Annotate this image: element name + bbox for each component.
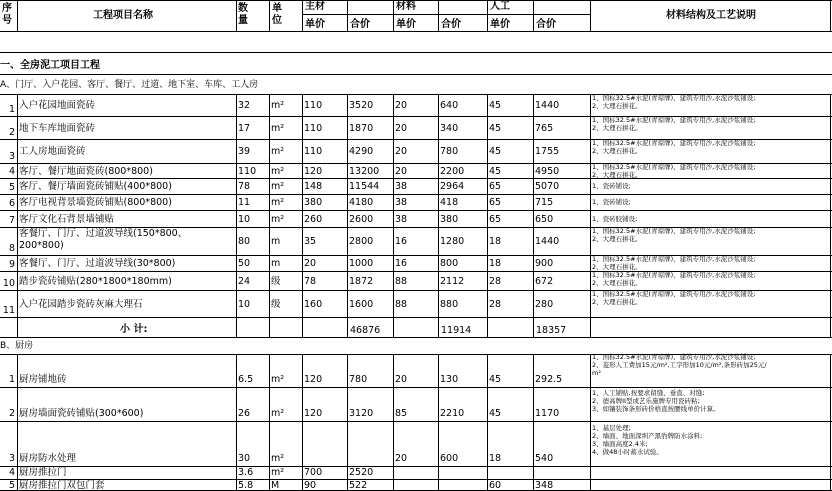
header-mat-unit-price: 单价	[396, 19, 416, 30]
grid-hline	[0, 210, 832, 211]
unit: m²	[271, 408, 285, 419]
unit: 级	[271, 276, 281, 287]
main-total: 1870	[349, 123, 374, 134]
labor-total: 650	[535, 214, 554, 225]
subtotal-labor-total: 18357	[536, 325, 567, 336]
main-unit-price: 90	[304, 480, 317, 491]
grid-hline	[0, 178, 832, 179]
grid-hline	[0, 387, 832, 388]
main-total: 522	[349, 480, 368, 491]
item-name: 工人房地面瓷砖	[19, 146, 86, 157]
grid-vline	[487, 0, 488, 31]
material-total: 2112	[440, 276, 465, 287]
labor-total: 540	[535, 453, 554, 464]
unit: m²	[271, 100, 285, 111]
header-name: 工程项目名称	[93, 10, 153, 21]
header-seq	[2, 3, 13, 27]
material-unit-price: 20	[395, 100, 408, 111]
item-name: 厨房防水处理	[19, 453, 77, 464]
labor-total: 765	[535, 123, 554, 134]
material-unit-price: 20	[395, 123, 408, 134]
grid-vline	[17, 354, 18, 490]
section-title: 一、全房泥工项目工程	[0, 60, 100, 71]
row-number: 6	[8, 198, 15, 209]
grid-hline	[0, 0, 832, 1]
quantity: 50	[238, 258, 251, 269]
main-unit-price: 160	[304, 299, 323, 310]
grid-hline	[0, 52, 832, 53]
quantity: 10	[238, 299, 251, 310]
note-line: 1、国标32.5#水泥(青琼牌)、建筑专用沙,水泥沙浆铺设;	[592, 255, 756, 263]
main-total: 3120	[349, 408, 374, 419]
note-kitchen-floor-1: 1、国标32.5#水泥(青琼牌)、建筑专用沙,水泥沙浆铺设;	[592, 353, 756, 361]
quantity: 39	[238, 146, 251, 157]
unit: 级	[271, 299, 281, 310]
grid-vline	[830, 354, 831, 490]
row-number: 10	[2, 278, 15, 289]
unit: m²	[271, 166, 285, 177]
subtotal-main-total: 46876	[350, 325, 381, 336]
grid-vline	[236, 0, 237, 31]
unit: m²	[271, 123, 285, 134]
labor-total: 5070	[535, 181, 560, 192]
main-total: 3520	[349, 100, 374, 111]
material-total: 780	[440, 146, 459, 157]
labor-unit-price: 45	[489, 100, 502, 111]
item-name: 厨房墙面瓷砖铺贴(300*600)	[19, 408, 144, 419]
note-line: 1、国标32.5#水泥(青琼牌)、建筑专用沙,水泥沙浆铺设;	[592, 94, 756, 102]
grid-vline	[830, 94, 831, 337]
main-total: 4290	[349, 146, 374, 157]
item-name: 厨房铺地砖	[19, 374, 67, 385]
quantity: 24	[238, 276, 251, 287]
labor-total: 715	[535, 197, 554, 208]
grid-vline	[393, 94, 394, 337]
note-line: 2、大理石拼花。	[592, 279, 642, 287]
labor-unit-price: 28	[489, 276, 502, 287]
grid-vline	[302, 94, 303, 337]
quantity: 78	[238, 181, 251, 192]
material-total: 130	[440, 374, 459, 385]
labor-unit-price: 65	[489, 197, 502, 208]
grid-vline	[533, 354, 534, 490]
labor-unit-price: 18	[489, 453, 502, 464]
grid-vline	[830, 0, 831, 31]
row-number: 1	[8, 104, 15, 115]
unit: M	[271, 480, 280, 491]
grid-vline	[17, 0, 18, 31]
header-labor: 人工	[490, 1, 510, 12]
main-total: 1872	[349, 276, 374, 287]
unit: m²	[271, 146, 285, 157]
unit: m²	[271, 214, 285, 225]
grid-vline	[533, 94, 534, 337]
main-total: 1600	[349, 299, 374, 310]
unit: m²	[271, 374, 285, 385]
labor-total: 1170	[535, 408, 560, 419]
labor-unit-price: 18	[489, 258, 502, 269]
group-b-title: B、厨房	[0, 341, 34, 351]
labor-unit-price: 28	[489, 299, 502, 310]
item-name: 入户花园踏步瓷砖灰麻大理石	[19, 299, 143, 310]
labor-unit-price: 45	[489, 123, 502, 134]
material-total: 640	[440, 100, 459, 111]
material-total: 418	[440, 197, 459, 208]
note-kitchen-wall-3: 3、如镶装饰条形砖价格直按腰线单价计算。	[592, 405, 720, 413]
quantity: 32	[238, 100, 251, 111]
header-material: 材料	[396, 1, 416, 12]
main-unit-price: 120	[304, 374, 323, 385]
row-number: 2	[8, 408, 15, 419]
material-unit-price: 20	[395, 374, 408, 385]
main-unit-price: 110	[304, 146, 323, 157]
row-number: 7	[8, 215, 15, 226]
note-line: 2、大理石拼花。	[592, 235, 642, 243]
labor-total: 292.5	[535, 374, 563, 385]
quantity: 6.5	[238, 374, 254, 385]
note-line: 1、国标32.5#水泥(青琼牌)、建筑专用沙,水泥沙浆铺设;	[592, 139, 756, 147]
item-name: 客厅文化石背景墙铺贴	[19, 214, 115, 225]
material-total: 340	[440, 123, 459, 134]
item-name: 厨房推拉门双包门套	[19, 480, 105, 491]
note-line: 2、大理石拼花。	[592, 263, 642, 271]
row-number: 1	[8, 374, 15, 385]
quantity: 26	[238, 408, 251, 419]
main-total: 1000	[349, 258, 374, 269]
row-number: 8	[8, 243, 15, 254]
grid-vline	[438, 94, 439, 337]
item-name: 客厅电视背景墙瓷砖铺贴(800*800)	[19, 197, 172, 208]
labor-unit-price: 65	[489, 214, 502, 225]
note-waterproof-1: 1、基层处理;	[592, 424, 631, 432]
grid-vline	[347, 0, 348, 31]
note-line: 1、国标32.5#水泥(青琼牌)、建筑专用沙,水泥沙浆铺设;	[592, 271, 756, 279]
grid-vline	[438, 354, 439, 490]
item-name: 客餐厅、门厅、过道波导线(150*800、	[19, 228, 188, 239]
grid-vline	[236, 94, 237, 337]
material-unit-price: 16	[395, 258, 408, 269]
material-unit-price: 38	[395, 214, 408, 225]
note-line: 2、大理石拼花。	[592, 298, 642, 306]
quantity: 11	[238, 197, 251, 208]
unit: m²	[271, 197, 285, 208]
material-unit-price: 38	[395, 197, 408, 208]
note-waterproof-4: 4、做48小时蓄水试验。	[592, 448, 663, 456]
quantity: 10	[238, 214, 251, 225]
quantity: 5.8	[238, 480, 254, 491]
material-total: 2964	[440, 181, 465, 192]
item-name: 入户花园地面瓷砖	[19, 100, 96, 111]
row-number: 4	[8, 166, 15, 177]
material-unit-price: 20	[395, 166, 408, 177]
grid-vline	[347, 354, 348, 490]
material-total: 1280	[440, 236, 465, 247]
header-mat-total: 合价	[441, 19, 461, 30]
material-total: 600	[440, 453, 459, 464]
main-total: 11544	[349, 181, 380, 192]
subtotal-mat-total: 11914	[441, 325, 472, 336]
header-labor-total: 合价	[536, 19, 556, 30]
grid-vline	[269, 0, 270, 31]
grid-vline	[533, 0, 534, 31]
note-line: 1、瓷砖胶铺设;	[592, 215, 638, 223]
labor-unit-price: 18	[489, 236, 502, 247]
material-total: 380	[440, 214, 459, 225]
note-waterproof-3: 3、墙面高度2.4米;	[592, 440, 648, 448]
note-line: 1、国标32.5#水泥(青琼牌)、建筑专用沙,水泥沙浆铺设;	[592, 163, 756, 171]
item-name: 地下车库地面瓷砖	[19, 123, 96, 134]
unit: m²	[271, 181, 285, 192]
grid-vline	[302, 0, 303, 31]
main-unit-price: 380	[304, 197, 323, 208]
grid-hline	[0, 337, 832, 338]
note-line: 2、大理石拼花。	[592, 147, 642, 155]
material-unit-price: 85	[395, 408, 408, 419]
note-line: 1、国标32.5#水泥(青琼牌)、建筑专用沙,水泥沙浆铺设;	[592, 116, 756, 124]
material-unit-price: 20	[395, 453, 408, 464]
grid-vline	[17, 94, 18, 337]
grid-hline	[0, 421, 832, 422]
quantity: 17	[238, 123, 251, 134]
note-kitchen-floor-3: m²	[592, 369, 601, 377]
main-unit-price: 260	[304, 214, 323, 225]
header-labor-unit-price: 单价	[490, 19, 510, 30]
labor-total: 672	[535, 276, 554, 287]
row-number: 2	[8, 127, 15, 138]
main-unit-price: 120	[304, 166, 323, 177]
main-total: 4180	[349, 197, 374, 208]
item-name-cont: 200*800)	[19, 240, 64, 251]
material-unit-price: 20	[395, 146, 408, 157]
header-main-unit-price: 单价	[305, 19, 325, 30]
material-unit-price: 38	[395, 181, 408, 192]
main-unit-price: 20	[304, 258, 317, 269]
header-main-total: 合价	[350, 19, 370, 30]
main-total: 780	[349, 374, 368, 385]
item-name: 客厅、餐厅墙面瓷砖铺贴(400*800)	[19, 181, 172, 192]
note-line: 2、大理石拼花。	[592, 124, 642, 132]
grid-vline	[269, 94, 270, 337]
quantity: 3.6	[238, 467, 254, 478]
grid-hline	[0, 74, 832, 75]
subtotal-label: 小 计:	[120, 324, 148, 335]
note-waterproof-2: 2、墙面、地面深圳产黑豹牌防水涂料;	[592, 432, 703, 440]
grid-vline	[487, 94, 488, 337]
labor-unit-price: 60	[489, 480, 502, 491]
header-seq-text: 序号	[2, 3, 12, 26]
row-number: 4	[8, 467, 15, 478]
grid-vline	[590, 354, 591, 490]
grid-vline	[393, 0, 394, 31]
main-unit-price: 110	[304, 123, 323, 134]
labor-total: 280	[535, 299, 554, 310]
row-number: 3	[8, 151, 15, 162]
grid-vline	[347, 94, 348, 337]
grid-vline	[590, 94, 591, 337]
grid-hline	[302, 14, 590, 15]
main-total: 2520	[349, 467, 374, 478]
item-name: 厨房推拉门	[19, 467, 67, 478]
labor-unit-price: 65	[489, 181, 502, 192]
labor-unit-price: 45	[489, 374, 502, 385]
main-unit-price: 148	[304, 181, 323, 192]
unit: m	[271, 258, 281, 269]
note-line: 1、瓷砖铺设;	[592, 198, 631, 206]
main-unit-price: 700	[304, 467, 323, 478]
row-number: 9	[8, 259, 15, 270]
material-unit-price: 16	[395, 236, 408, 247]
header-qty: 数量	[238, 3, 248, 26]
grid-vline	[302, 354, 303, 490]
note-kitchen-floor-2: 2、菱形人工费加15元/m²,工字形加10元/m²,条形砖加25元/	[592, 361, 767, 369]
material-unit-price: 88	[395, 276, 408, 287]
grid-vline	[487, 354, 488, 490]
note-line: 2、大理石拼花。	[592, 102, 642, 110]
labor-unit-price: 45	[489, 408, 502, 419]
header-main-material: 主材	[305, 1, 325, 12]
grid-hline	[0, 466, 832, 467]
unit: m²	[271, 453, 285, 464]
row-number: 3	[8, 453, 15, 464]
grid-hline	[0, 194, 832, 195]
note-line: 1、国标32.5#水泥(青琼牌)、建筑专用沙,水泥沙浆铺设;	[592, 227, 756, 235]
material-total: 2200	[440, 166, 465, 177]
item-name: 客餐厅、门厅、过道波导线(30*800)	[19, 258, 176, 269]
labor-unit-price: 45	[489, 146, 502, 157]
grid-vline	[590, 0, 591, 31]
quantity: 30	[238, 453, 251, 464]
material-total: 2210	[440, 408, 465, 419]
labor-total: 900	[535, 258, 554, 269]
grid-vline	[236, 354, 237, 490]
row-number: 11	[2, 305, 15, 316]
header-desc: 材料结构及工艺说明	[666, 10, 756, 21]
labor-total: 348	[535, 480, 554, 491]
main-unit-price: 110	[304, 100, 323, 111]
note-line: 2、大理石拼花。	[592, 171, 642, 179]
note-kitchen-wall-1: 1、人工铺贴,按要求留缝、垂直、对缝;	[592, 389, 705, 397]
quantity: 80	[238, 236, 251, 247]
quantity: 110	[238, 166, 257, 177]
main-unit-price: 78	[304, 276, 317, 287]
item-name: 踏步瓷砖铺贴(280*1800*180mm)	[19, 276, 172, 287]
main-total: 13200	[349, 166, 380, 177]
header-unit: 单位	[272, 3, 282, 26]
note-kitchen-wall-2: 2、德高牌II型或艺乐施牌专用瓷砖粘;	[592, 397, 700, 405]
material-total: 880	[440, 299, 459, 310]
labor-total: 1755	[535, 146, 560, 157]
labor-unit-price: 45	[489, 166, 502, 177]
main-total: 2800	[349, 236, 374, 247]
grid-hline	[0, 31, 832, 32]
row-number: 5	[8, 480, 15, 491]
material-total: 800	[440, 258, 459, 269]
row-number: 5	[8, 182, 15, 193]
material-unit-price: 88	[395, 299, 408, 310]
main-unit-price: 120	[304, 408, 323, 419]
grid-hline	[0, 479, 832, 480]
main-total: 2600	[349, 214, 374, 225]
labor-total: 1440	[535, 100, 560, 111]
note-line: 1、国标32.5#水泥(青琼牌)、建筑专用沙,水泥沙浆铺设;	[592, 290, 756, 298]
labor-total: 1440	[535, 236, 560, 247]
note-line: 1、瓷砖铺设;	[592, 182, 631, 190]
group-a-title: A、门厅、入户花园、客厅、餐厅、过道、地下室、车库、工人房	[0, 80, 259, 90]
grid-hline	[0, 317, 832, 318]
main-unit-price: 35	[304, 236, 317, 247]
unit: m	[271, 236, 281, 247]
grid-vline	[269, 354, 270, 490]
item-name: 客厅、餐厅地面瓷砖(800*800)	[19, 166, 153, 177]
grid-vline	[438, 0, 439, 31]
labor-total: 4950	[535, 166, 560, 177]
unit: m²	[271, 467, 285, 478]
grid-vline	[393, 354, 394, 490]
